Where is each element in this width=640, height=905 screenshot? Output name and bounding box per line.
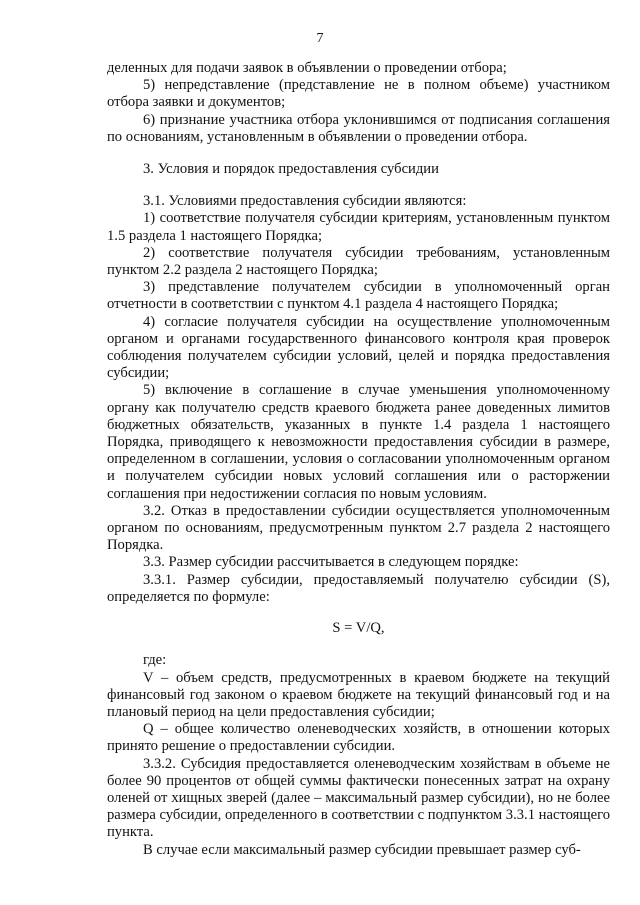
paragraph: 5) включение в соглашение в случае уменьшения уполномоченному органу как получателю средств краевого бюджета ранее доведенных лимитов бюджетных обязательств, указанных в пункте 1.4 раздела 1 настоящего Порядка, приводящего к невозможности предоставления субсидии в размере, определенном в соглашении, условия о согласовании уполномоченным органом и получателем субсидии новых условий соглашения или о расторжении соглашения при недостижении согласия по новым условиям. [107,382,610,502]
paragraph: 3.2. Отказ в предоставлении субсидии осуществляется уполномоченным органом по основаниям, предусмотренным пунктом 2.7 раздела 2 настоящего Порядка. [107,502,610,554]
paragraph: где: [143,652,167,669]
paragraph: 3. Условия и порядок предоставления субсидии [143,161,439,178]
document-body [107,60,610,859]
paragraph: В случае если максимальный размер субсидии превышает размер суб- [143,841,581,858]
paragraph: 3.1. Условиями предоставления субсидии являются: [143,193,467,210]
paragraph: деленных для подачи заявок в объявлении о проведении отбора; [107,60,507,76]
paragraph: 3.3.2. Субсидия предоставляется оленеводческим хозяйствам в объеме не более 90 процентов от общей суммы фактически понесенных затрат на охрану оленей от хищных зверей (далее – максимальный размер субсидии), но не более размера субсидии, определенного в соответствии с подпунктом 3.3.1 настоящего пункта. [107,755,610,841]
paragraph: 4) согласие получателя субсидии на осуществление уполномоченным органом и органами государственного финансового контроля края проверок соблюдения получателем субсидии условий, целей и порядка предоставления субсидии; [107,313,610,382]
paragraph: Q – общее количество оленеводческих хозяйств, в отношении которых принято решение о предоставлении субсидии. [107,721,610,755]
page-number: 7 [316,31,324,46]
paragraph: V – объем средств, предусмотренных в краевом бюджете на текущий финансовый год законом о краевом бюджете на текущий финансовый год и на плановый период на цели предоставления субсидии; [107,669,610,720]
paragraph: 3.3. Размер субсидии рассчитывается в следующем порядке: [143,554,519,571]
paragraph: 2) соответствие получателя субсидии требованиям, установленным пунктом 2.2 раздела 2 настоящего Порядка; [107,244,610,279]
paragraph: 6) признание участника отбора уклонившимся от подписания соглашения по основаниям, установленным в объявлении о проведении отбора. [107,111,610,145]
paragraph: 3) представление получателем субсидии в уполномоченный орган отчетности в соответствии с пунктом 4.1 раздела 4 настоящего Порядка; [107,279,610,313]
paragraph: 1) соответствие получателя субсидии критериям, установленным пунктом 1.5 раздела 1 настоящего Порядка; [107,210,610,244]
formula: S = V/Q, [332,620,385,637]
paragraph: 3.3.1. Размер субсидии, предоставляемый получателю субсидии (S), определяется по формуле: [107,571,610,605]
paragraph: 5) непредставление (представление не в полном объеме) участником отбора заявки и документов; [107,77,610,111]
